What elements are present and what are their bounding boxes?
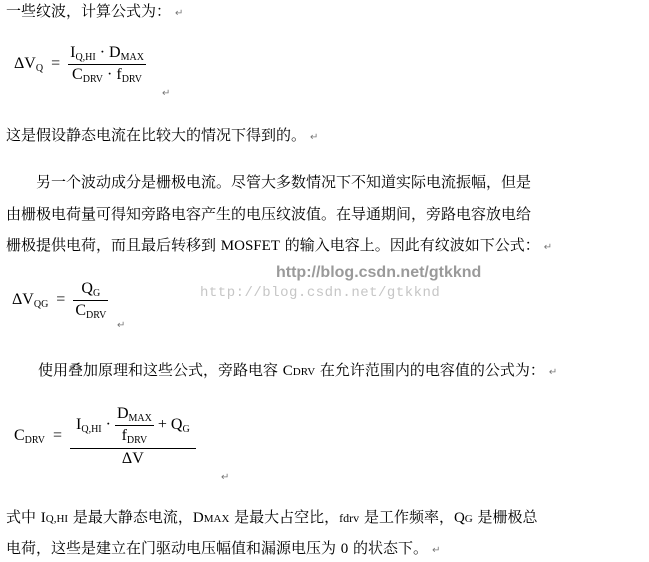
watermark-bold: http://blog.csdn.net/gtkknd (276, 264, 482, 281)
paragraph-3-line-1: 式中 IQ,HI 是最大静态电流，DMAX 是最大占空比，fdrv 是工作频率，QG 是栅极总 (6, 508, 538, 526)
return-mark-icon: ↵ (432, 545, 441, 556)
return-mark-icon: ↵ (221, 472, 230, 483)
eq3-fraction (70, 405, 196, 468)
paragraph-2: 使用叠加原理和这些公式，旁路电容 CDRV 在允许范围内的电容值的公式为： ↵ (38, 361, 558, 379)
return-mark-icon: ↵ (162, 88, 171, 99)
return-mark-icon: ↵ (117, 320, 126, 331)
eq1-lhs: $\Delta V_Q$ (14, 55, 44, 75)
return-mark-icon: ↵ (310, 132, 319, 143)
eq1-denominator: $C_{DRV} \cdot f_{DRV}$ (72, 66, 142, 85)
eq3-lhs: $C_{DRV}$ (14, 427, 45, 447)
return-mark-icon: ↵ (175, 8, 184, 19)
eq3-inner-fraction (115, 405, 154, 446)
eq3-numerator: $I_{Q,HI}$ · $\frac{D_{MAX}}{f_{DRV}}$ + $Q_G$ (70, 405, 196, 449)
eq3-inner-numerator: $D_{MAX}$ (116, 405, 152, 424)
paragraph-1-line-2: 由栅极电荷量可得知旁路电容产生的电压纹波值。在导通期间，旁路电容放电给 (6, 205, 532, 223)
watermark-light: http://blog.csdn.net/gtkknd (200, 285, 441, 301)
eq3-inner-denominator: $f_{DRV}$ (121, 427, 148, 446)
paragraph-3-line-2: 电荷，这些是建立在门驱动电压幅值和漏源电压为 0 的状态下。 ↵ (6, 539, 441, 557)
equation-ripple-gate: $\Delta V_{QG}$ = $\frac{Q_G}{C_{DRV}}$ (12, 280, 107, 321)
eq1-numerator: $I_{Q,HI} \cdot D_{MAX}$ (70, 44, 144, 63)
eq2-lhs: $\Delta V_{QG}$ (12, 291, 49, 311)
return-mark-icon: ↵ (548, 367, 558, 378)
eq1-fraction (68, 44, 146, 85)
text-line-1: 一些纹波，计算公式为： ↵ (6, 2, 184, 20)
return-mark-icon: ↵ (543, 242, 553, 253)
eq2-numerator: $Q_G$ (73, 280, 108, 301)
eq2-denominator: $C_{DRV}$ (75, 302, 107, 321)
paragraph-1-line-1: 另一个波动成分是栅极电流。尽管大多数情况下不知道实际电流振幅，但是 (36, 173, 532, 191)
paragraph-1-line-3: 栅极提供电荷，而且最后转移到 MOSFET 的输入电容上。因此有纹波如下公式： ↵ (6, 236, 553, 254)
eq2-fraction (73, 280, 108, 321)
text-line-2: 这是假设静态电流在比较大的情况下得到的。 ↵ (6, 126, 319, 144)
equation-bypass-capacitor: $C_{DRV}$ = $I_{Q,HI}$ · $\frac{D_{MAX}}{f_{DRV}}$ + $Q_G$ ΔV (14, 405, 196, 468)
eq3-denominator: ΔV (121, 450, 144, 467)
equation-ripple-quiescent: $\Delta V_Q$ = $\frac{I_{Q,HI} \cdot D_{MAX}}{C_{DRV} \cdot f_{DRV}}$ (14, 44, 144, 85)
